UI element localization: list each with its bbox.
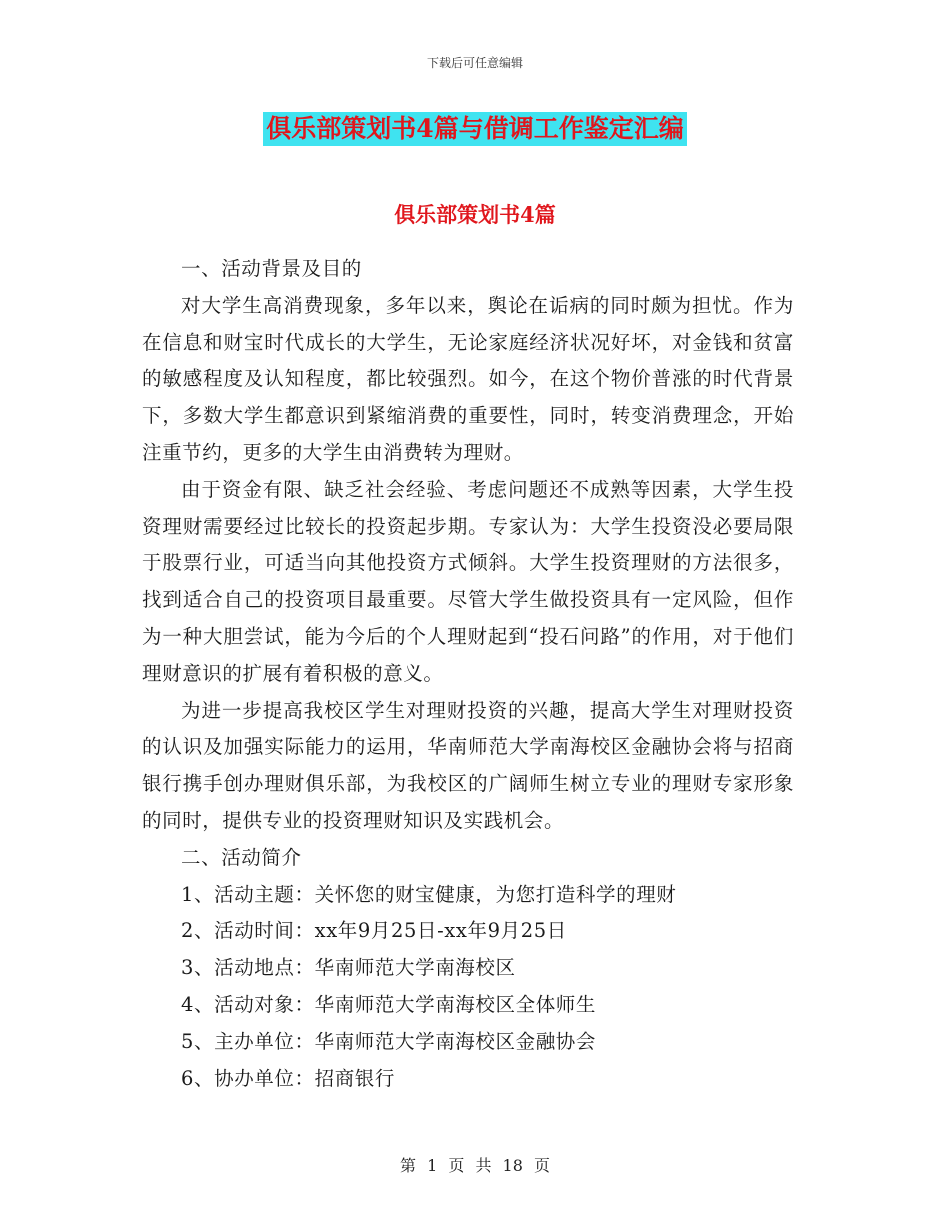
document-sub-title: 俱乐部策划书4篇	[394, 202, 556, 227]
list-item-4: 4、活动对象：华南师范大学南海校区全体师生	[181, 992, 597, 1016]
list-item-6: 6、协办单位：招商银行	[181, 1066, 396, 1090]
section2-heading: 二、活动简介	[181, 845, 302, 869]
section1-heading: 一、活动背景及目的	[181, 257, 362, 280]
list-item-1: 1、活动主题：关怀您的财宝健康，为您打造科学的理财	[181, 882, 677, 906]
body-paragraph-2: 由于资金有限、缺乏社会经验、考虑问题还不成熟等因素，大学生投资理财需要经过比较长的投资起步期。专家认为：大学生投资没必要局限于股票行业，可适当向其他投资方式倾斜。大学生投资理财的方法很多，找到适合自己的投资项目最重要。尽管大学生做投资具有一定风险，但作为一种大胆尝试，能为今后的个人理财起到“投石问路”的作用，对于他们理财意识的扩展有着积极的意义。	[142, 477, 794, 685]
list-item-2: 2、活动时间：xx年9月25日-xx年9月25日	[181, 919, 567, 943]
main-title-container	[0, 112, 950, 146]
body-paragraph-1: 对大学生高消费现象，多年以来，舆论在诟病的同时颇为担忧。作为在信息和财宝时代成长的大学生，无论家庭经济状况好坏，对金钱和贫富的敏感程度及认知程度，都比较强烈。如今，在这个物价普涨的时代背景下，多数大学生都意识到紧缩消费的重要性，同时，转变消费理念，开始注重节约，更多的大学生由消费转为理财。	[142, 293, 794, 464]
document-main-title: 俱乐部策划书4篇与借调工作鉴定汇编	[263, 112, 686, 146]
list-item-5: 5、主办单位：华南师范大学南海校区金融协会	[181, 1029, 597, 1053]
document-body	[142, 219, 794, 1097]
body-paragraph-3: 为进一步提高我校区学生对理财投资的兴趣，提高大学生对理财投资的认识及加强实际能力的运用，华南师范大学南海校区金融协会将与招商银行携手创办理财俱乐部，为我校区的广阔师生树立专业的理财专家形象的同时，提供专业的投资理财知识及实践机会。	[142, 698, 794, 832]
page-number-footer: 第 1 页 共 18 页	[400, 1156, 550, 1175]
list-item-3: 3、活动地点：华南师范大学南海校区	[181, 956, 516, 980]
header-note: 下载后可任意编辑	[426, 56, 523, 70]
